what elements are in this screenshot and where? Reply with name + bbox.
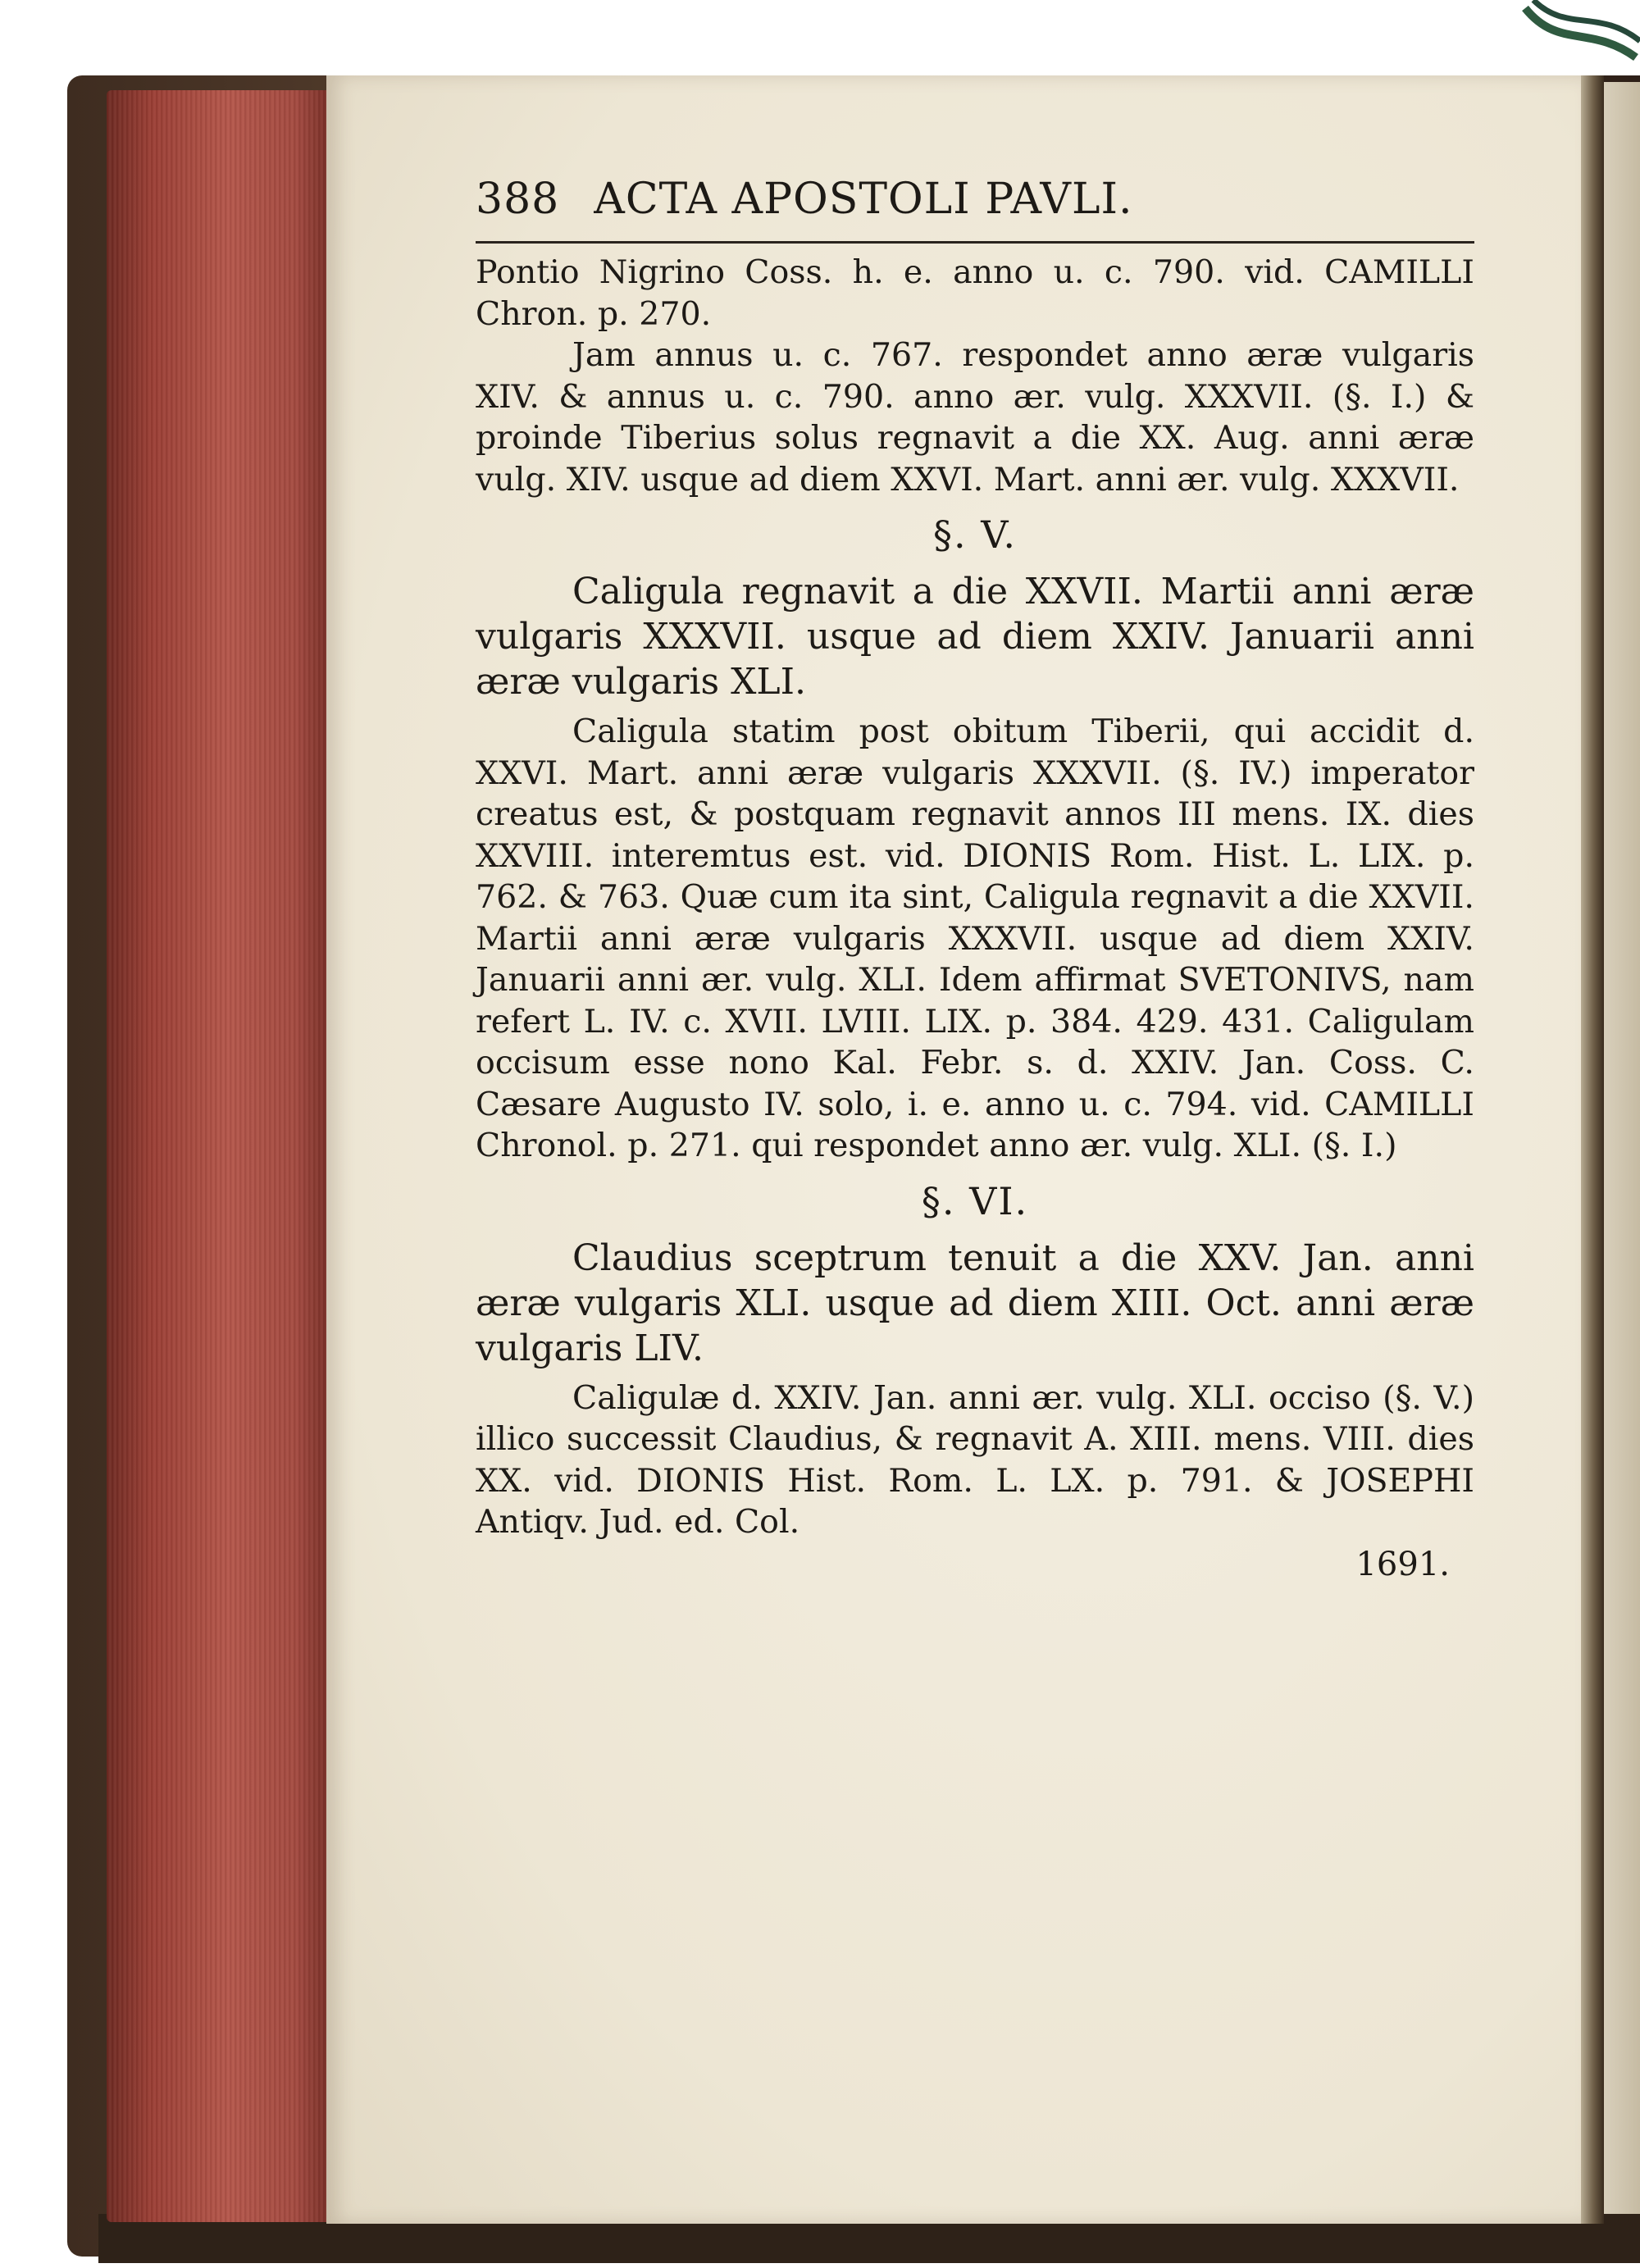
section-summary: Claudius sceptrum tenuit a die XXV. Jan. anni æræ vulgaris XLI. usque ad diem XIII. Oct. anni æræ vulgaris LIV. xyxy=(476,1236,1474,1369)
catchword: 1691. xyxy=(1355,1545,1450,1583)
section-heading: §. V. xyxy=(932,512,1018,557)
page-number: 388 xyxy=(476,175,560,224)
section-summary: Caligula regnavit a die XXVII. Martii anni æræ vulgaris XXXVII. usque ad diem XXIV. Januarii anni æræ vulgaris XLI. xyxy=(476,571,1474,703)
facing-page-edge xyxy=(1604,82,1640,2214)
bookmark-ribbon-icon xyxy=(1517,0,1640,74)
spacer xyxy=(476,1371,1474,1378)
gutter xyxy=(1581,75,1604,2224)
paragraph: Jam annus u. c. 767. respondet anno æræ vulgaris XIV. & annus u. c. 790. anno ær. vulg. XXXVII. (§. I.) & proinde Tiberius solus regnavit a die XX. Aug. anni æræ vulg. XIV. usque ad diem XXVI. Mart. anni ær. vulg. XXXVII. xyxy=(476,336,1474,499)
running-header xyxy=(476,175,1474,236)
section-heading: §. VI. xyxy=(921,1178,1029,1223)
page-text xyxy=(476,175,1474,1586)
running-title: ACTA APOSTOLI PAVLI. xyxy=(594,175,1133,224)
paragraph: Caligula statim post obitum Tiberii, qui accidit d. XXVI. Mart. anni æræ vulgaris XXXVII. (§. IV.) imperator creatus est, & postquam regnavit annos III mens. IX. dies XXVIII. interemtus est. vid. DIONIS Rom. Hist. L. LIX. p. 762. & 763. Quæ cum ita sint, Caligula regnavit a die XXVII. Martii anni æræ vulgaris XXXVII. usque ad diem XXIV. Januarii anni ær. vulg. XLI. Idem affirmat SVETONIVS, nam refert L. IV. c. XVII. LVIII. LIX. p. 384. 429. 431. Caligulam occisum esse nono Kal. Febr. s. d. XXIV. Jan. Coss. C. Cæsare Augusto IV. solo, i. e. anno u. c. 794. vid. CAMILLI Chronol. p. 271. qui respondet anno ær. vulg. XLI. (§. I.) xyxy=(476,713,1474,1164)
page-edges xyxy=(107,90,328,2222)
header-rule xyxy=(476,241,1474,244)
paragraph: Caligulæ d. XXIV. Jan. anni ær. vulg. XLI. occiso (§. V.) illico successit Claudius, & regnavit A. XIII. mens. VIII. dies XX. vid. DIONIS Hist. Rom. L. LX. p. 791. & JOSEPHI Antiqv. Jud. ed. Col. xyxy=(476,1378,1474,1541)
spacer xyxy=(476,704,1474,711)
paragraph-continued: Pontio Nigrino Coss. h. e. anno u. c. 790. vid. CAMILLI Chron. p. 270. xyxy=(476,253,1474,333)
